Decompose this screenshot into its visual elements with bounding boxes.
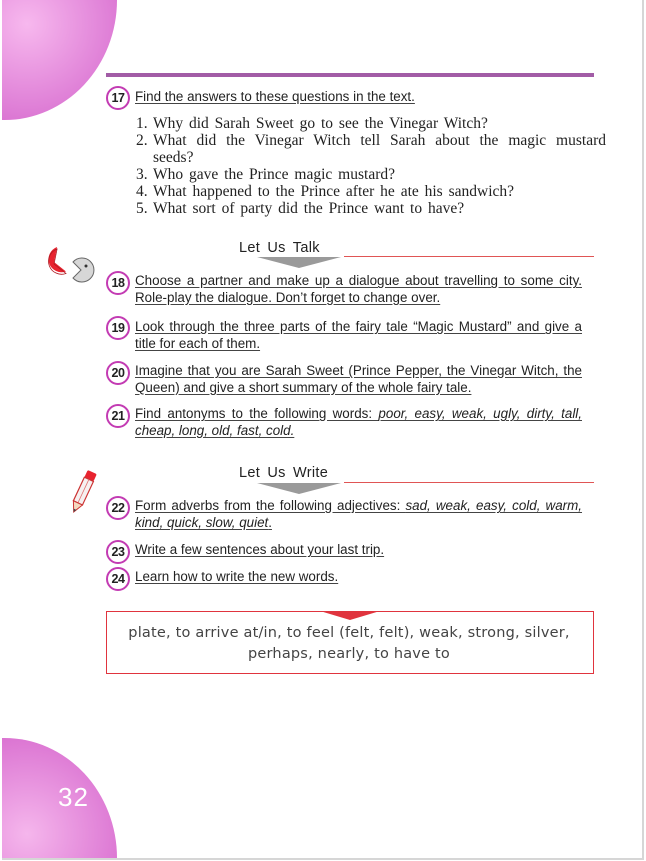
talk-section-line <box>344 256 594 257</box>
question-item: 1. Why did Sarah Sweet go to see the Vinegar Witch? <box>136 115 488 132</box>
question-item: 2. What did the Vinegar Witch tell Sarah about the magic mustard seeds? <box>136 132 606 166</box>
corner-decoration-top <box>2 0 117 120</box>
question-item: 3. Who gave the Prince magic mustard? <box>136 166 395 183</box>
task-number-24: 24 <box>106 567 130 591</box>
task-number-19: 19 <box>106 316 130 340</box>
task-number-18: 18 <box>106 271 130 295</box>
textbook-page <box>2 0 644 860</box>
new-words-arrow <box>320 611 380 620</box>
write-section-title: Let Us Write <box>239 465 329 481</box>
pacman-talk-icon <box>42 244 100 284</box>
task-17-instruction: Find the answers to these questions in the text. <box>135 89 415 104</box>
pencil-icon <box>66 468 100 516</box>
question-item: 5. What sort of party did the Prince want to have? <box>136 200 465 217</box>
talk-section-arrow <box>257 257 341 268</box>
task-number-21: 21 <box>106 404 130 428</box>
question-item: 4. What happened to the Prince after he ate his sandwich? <box>136 183 515 200</box>
question-list <box>136 115 606 217</box>
task-18-text: Choose a partner and make up a dialogue about travelling to some city. Role-play the dialogue. Don’t forget to change over. <box>135 273 582 305</box>
task-20-text: Imagine that you are Sarah Sweet (Prince Pepper, the Vinegar Witch, the Queen) and give a short summary of the whole fairy tale. <box>135 363 582 395</box>
task-number-17: 17 <box>106 86 130 110</box>
task-number-20: 20 <box>106 361 130 385</box>
header-rule <box>106 73 594 77</box>
write-section-arrow <box>257 483 341 494</box>
task-22-text: Form adverbs from the following adjectives: sad, weak, easy, cold, warm, kind, quick, slow, quiet. <box>135 498 583 530</box>
task-24-text: Learn how to write the new words. <box>135 569 339 584</box>
task-21-text: Find antonyms to the following words: poor, easy, weak, ugly, dirty, tall, cheap, long, old, fast, cold. <box>135 406 582 438</box>
write-section-line <box>344 482 594 483</box>
new-words-text: plate, to arrive at/in, to feel (felt, felt), weak, strong, silver, perhaps, nearly, to have to <box>128 625 570 662</box>
task-number-23: 23 <box>106 540 130 564</box>
task-23-text: Write a few sentences about your last trip. <box>135 542 385 557</box>
task-19-text: Look through the three parts of the fairy tale “Magic Mustard” and give a title for each of them. <box>135 319 582 351</box>
task-number-22: 22 <box>106 496 130 520</box>
page-number: 32 <box>58 782 89 812</box>
talk-section-title: Let Us Talk <box>239 240 320 256</box>
